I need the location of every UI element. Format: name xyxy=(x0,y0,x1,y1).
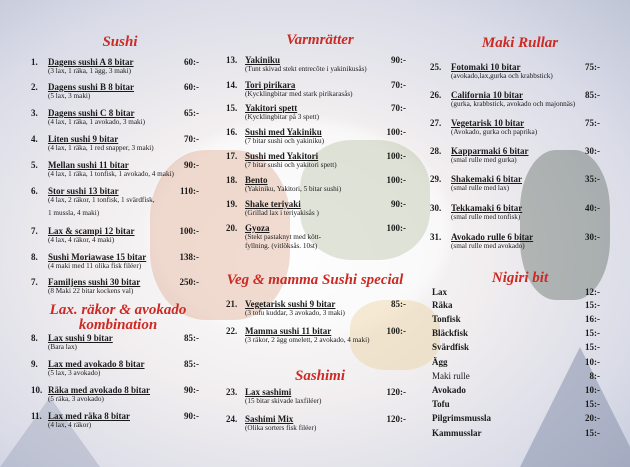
nigiri-item xyxy=(432,371,600,383)
menu-item-price: 120:- xyxy=(386,387,406,397)
menu-item-description: (Stekt pastaknyt med kött- xyxy=(245,233,322,241)
nigiri-item xyxy=(432,399,600,411)
menu-item-number: 2. xyxy=(31,82,38,92)
menu-item-name: Yakiniku xyxy=(245,55,281,65)
menu-item-price: 100:- xyxy=(386,151,406,161)
menu-item xyxy=(31,160,199,184)
nigiri-item-price: 20:- xyxy=(585,413,600,423)
menu-item-price: 70:- xyxy=(184,134,199,144)
nigiri-item-price: 15:- xyxy=(585,342,600,352)
menu-item-number: 21. xyxy=(226,299,238,309)
section-heading-lax-rakor xyxy=(28,303,208,333)
section-heading-sushi: Sushi xyxy=(102,34,138,50)
menu-item xyxy=(31,359,199,383)
section-heading-veg: Veg & mamma Sushi special xyxy=(226,272,404,288)
menu-item-name: Sushi Moriawase 15 bitar xyxy=(48,252,147,262)
menu-item-name: Shake teriyaki xyxy=(245,199,301,209)
nigiri-item xyxy=(432,300,600,312)
menu-item-description: (15 bitar skivade laxfiléer) xyxy=(245,397,322,405)
menu-item xyxy=(31,385,199,409)
menu-item-description: 1 mussla, 4 maki) xyxy=(48,209,100,217)
nigiri-item-price: 8:- xyxy=(589,371,600,381)
menu-item xyxy=(31,226,199,250)
menu-item-price: 60:- xyxy=(184,82,199,92)
menu-item xyxy=(226,387,406,411)
section-heading-nigiri: Nigiri bit xyxy=(491,270,549,286)
menu-item-price: 90:- xyxy=(184,160,199,170)
menu-item-number: 23. xyxy=(226,387,238,397)
nigiri-item-price: 15:- xyxy=(585,399,600,409)
menu-item-number: 15. xyxy=(226,103,238,113)
menu-item-price: 100:- xyxy=(386,127,406,137)
menu-item-description: (gurka, krabbstick, avokado och majonnäs) xyxy=(451,100,576,108)
menu-item-name: Sushi med Yakiniku xyxy=(245,127,322,137)
menu-item-description: (Grillad lax i teriyakisås ) xyxy=(245,209,319,217)
nigiri-item-name: Kammusslar xyxy=(432,428,482,438)
menu-item-price: 85:- xyxy=(391,299,406,309)
nigiri-item-name: Bläckfisk xyxy=(432,328,469,338)
menu-item-name: Tori pirikara xyxy=(245,80,296,90)
menu-item-number: 4. xyxy=(31,134,38,144)
menu-item-number: 20. xyxy=(226,223,238,233)
menu-item-number: 31. xyxy=(430,232,442,242)
menu-item-name: Lax med räka 8 bitar xyxy=(48,411,130,421)
menu-item-description: (4 lax, 4 räkor, 4 maki) xyxy=(48,236,115,244)
section-heading-lax-rakor-line1: Lax. räkor & avokado xyxy=(49,302,187,318)
menu-item-number: 6. xyxy=(31,186,38,196)
menu-item-price: 40:- xyxy=(585,203,600,213)
menu-item xyxy=(430,174,600,198)
menu-item xyxy=(226,414,406,438)
menu-item xyxy=(430,118,600,142)
menu-item-name: California 10 bitar xyxy=(451,90,523,100)
menu-item-name: Avokado rulle 6 bitar xyxy=(451,232,534,242)
nigiri-item xyxy=(432,287,600,299)
nigiri-item-name: Pilgrimsmussla xyxy=(432,413,492,423)
nigiri-item xyxy=(432,428,600,440)
menu-item-name: Lax & scampi 12 bitar xyxy=(48,226,135,236)
menu-item-name: Kapparmaki 6 bitar xyxy=(451,146,529,156)
menu-item xyxy=(226,223,406,250)
menu-item-description: (4 lax, 2 räkor, 1 tonfisk, 1 svärdfisk, xyxy=(48,196,155,204)
menu-item-number: 8. xyxy=(31,333,38,343)
menu-item-name: Lax sushi 9 bitar xyxy=(48,333,113,343)
menu-item-name: Mamma sushi 11 bitar xyxy=(245,326,332,336)
menu-item-description: (4 lax, 1 räka, 1 avokado, 3 maki) xyxy=(48,118,145,126)
menu-item-number: 17. xyxy=(226,151,238,161)
menu-item xyxy=(226,80,406,104)
menu-item-name: Shakemaki 6 bitar xyxy=(451,174,523,184)
menu-item-description: (smal rulle med avokado) xyxy=(451,242,525,250)
menu-item-name: Dagens sushi B 8 bitar xyxy=(48,82,135,92)
nigiri-item-name: Räka xyxy=(432,300,453,310)
menu-item-number: 7. xyxy=(31,226,38,236)
menu-item xyxy=(31,186,199,217)
menu-item-price: 85:- xyxy=(184,359,199,369)
menu-item xyxy=(430,90,600,114)
menu-item-number: 28. xyxy=(430,146,442,156)
menu-item-description: (smal rulle med lax) xyxy=(451,184,510,192)
menu-item-description: (4 maki med 11 olika fisk filéer) xyxy=(48,262,142,270)
menu-item xyxy=(31,82,199,106)
menu-item-price: 100:- xyxy=(386,223,406,233)
section-heading-varmratter: Varmrätter xyxy=(286,32,354,48)
menu-item-description: (3 lax, 1 räka, 1 ägg, 3 maki) xyxy=(48,67,132,75)
menu-item-number: 3. xyxy=(31,108,38,118)
menu-item-name: Mellan sushi 11 bitar xyxy=(48,160,129,170)
nigiri-item-price: 15:- xyxy=(585,300,600,310)
nigiri-item-name: Tonfisk xyxy=(432,314,461,324)
menu-item-price: 70:- xyxy=(391,103,406,113)
menu-item-name: Fotomaki 10 bitar xyxy=(451,62,521,72)
menu-item-price: 70:- xyxy=(391,80,406,90)
menu-item-name: Dagens sushi C 8 bitar xyxy=(48,108,135,118)
nigiri-item-name: Avokado xyxy=(432,385,466,395)
menu-item xyxy=(430,146,600,170)
section-heading-maki: Maki Rullar xyxy=(481,35,559,51)
menu-item-name: Familjens sushi 30 bitar xyxy=(48,277,141,287)
menu-item-number: 18. xyxy=(226,175,238,185)
menu-item-number: 14. xyxy=(226,80,238,90)
menu-item-price: 75:- xyxy=(585,62,600,72)
menu-item xyxy=(226,55,406,79)
menu-item xyxy=(31,57,199,81)
menu-item xyxy=(226,326,406,350)
menu-item-price: 30:- xyxy=(585,146,600,156)
menu-item-description: (4 lax, 1 räka, 1 red snapper, 3 maki) xyxy=(48,144,154,152)
menu-item-price: 100:- xyxy=(386,326,406,336)
nigiri-item-name: Tofu xyxy=(432,399,450,409)
nigiri-item-price: 15:- xyxy=(585,428,600,438)
menu-item-number: 7. xyxy=(31,277,38,287)
nigiri-item-price: 15:- xyxy=(585,328,600,338)
menu-item-price: 35:- xyxy=(585,174,600,184)
section-heading-lax-rakor-line2: kombination xyxy=(78,317,158,333)
menu-item-price: 30:- xyxy=(585,232,600,242)
menu-item-price: 65:- xyxy=(184,108,199,118)
menu-item-price: 90:- xyxy=(184,385,199,395)
menu-item-price: 90:- xyxy=(184,411,199,421)
nigiri-item-price: 10:- xyxy=(585,357,600,367)
nigiri-item-name: Ägg xyxy=(432,357,448,367)
nigiri-item-name: Svärdfisk xyxy=(432,342,470,352)
menu-item-description: (avokado,lax,gurka och krabbstick) xyxy=(451,72,553,80)
nigiri-item-price: 12:- xyxy=(585,287,600,297)
menu-item xyxy=(226,151,406,175)
menu-item-name: Stor sushi 13 bitar xyxy=(48,186,119,196)
menu-item-description: (Kycklingbitar på 3 spett) xyxy=(245,113,320,121)
menu-item xyxy=(430,62,600,86)
menu-item xyxy=(226,299,406,323)
menu-item-description: (8 Maki 22 bitar kockens val) xyxy=(48,287,134,295)
menu-item-description: (Yakiniku, Yakitori, 5 bitar sushi) xyxy=(245,185,342,193)
menu-item-description: fyllning. (vitlöksås. 10st) xyxy=(245,242,318,250)
menu-item xyxy=(31,252,199,276)
menu-item xyxy=(226,127,406,151)
menu-item-name: Sashimi Mix xyxy=(245,414,294,424)
menu-item-price: 100:- xyxy=(386,175,406,185)
menu-item-number: 29. xyxy=(430,174,442,184)
menu-item-price: 85:- xyxy=(585,90,600,100)
nigiri-item xyxy=(432,385,600,397)
menu-item-number: 25. xyxy=(430,62,442,72)
menu-item-number: 13. xyxy=(226,55,238,65)
menu-item-price: 120:- xyxy=(386,414,406,424)
menu-item xyxy=(31,333,199,357)
menu-item-number: 19. xyxy=(226,199,238,209)
menu-item xyxy=(31,134,199,158)
nigiri-item xyxy=(432,413,600,425)
nigiri-item xyxy=(432,328,600,340)
nigiri-item-price: 16:- xyxy=(585,314,600,324)
menu-item-price: 138:- xyxy=(179,252,199,262)
menu-item-name: Liten sushi 9 bitar xyxy=(48,134,119,144)
menu-item-price: 90:- xyxy=(391,55,406,65)
nigiri-item-name: Lax xyxy=(432,287,448,297)
nigiri-item-name: Maki rulle xyxy=(432,371,470,381)
menu-item-description: (Kycklingbitar med stark pirikarasås) xyxy=(245,90,353,98)
nigiri-item-price: 10:- xyxy=(585,385,600,395)
menu-item xyxy=(430,232,600,256)
nigiri-item xyxy=(432,357,600,369)
menu-item-number: 30. xyxy=(430,203,442,213)
menu-item-description: (3 tofu kuddar, 3 avokado, 3 maki) xyxy=(245,309,345,317)
menu-item-number: 10. xyxy=(31,385,43,395)
menu-item-name: Dagens sushi A 8 bitar xyxy=(48,57,134,67)
menu-item-description: (7 bitar sushi och yakitori spett) xyxy=(245,161,337,169)
menu-item-description: (smal rulle med gurka) xyxy=(451,156,517,164)
menu-item-name: Lax med avokado 8 bitar xyxy=(48,359,145,369)
menu-item xyxy=(226,103,406,127)
menu-item-name: Vegetarisk 10 bitar xyxy=(451,118,525,128)
menu-item-name: Yakitori spett xyxy=(245,103,298,113)
menu-item-name: Tekkamaki 6 bitar xyxy=(451,203,523,213)
menu-item-description: (Avokado, gurka och paprika) xyxy=(451,128,538,136)
menu-item-number: 22. xyxy=(226,326,238,336)
menu-item-description: (5 lax, 3 avokado) xyxy=(48,369,101,377)
menu-item-description: (4 lax, 4 räkor) xyxy=(48,421,92,429)
menu-item xyxy=(226,175,406,199)
menu-item-price: 75:- xyxy=(585,118,600,128)
menu-item-number: 24. xyxy=(226,414,238,424)
menu-item xyxy=(31,108,199,132)
menu-item-number: 11. xyxy=(31,411,42,421)
menu-item xyxy=(31,277,199,301)
menu-item-description: (Bara lax) xyxy=(48,343,77,351)
menu-item-number: 5. xyxy=(31,160,38,170)
menu-item-description: (5 lax, 3 maki) xyxy=(48,92,91,100)
menu-item xyxy=(31,411,199,435)
menu-item-description: (4 lax, 1 räka, 1 tonfisk, 1 avokado, 4 maki) xyxy=(48,170,174,178)
menu-item-number: 8. xyxy=(31,252,38,262)
menu-item-number: 27. xyxy=(430,118,442,128)
menu-item-number: 1. xyxy=(31,57,38,67)
menu-item-description: (3 räkor, 2 ägg omelett, 2 avokado, 4 maki) xyxy=(245,336,370,344)
menu-item-description: (Tunt skivad stekt entrecôte i yakinikusås) xyxy=(245,65,367,73)
menu-item-price: 250:- xyxy=(179,277,199,287)
menu-item-price: 90:- xyxy=(391,199,406,209)
menu-item-name: Lax sashimi xyxy=(245,387,292,397)
nigiri-item xyxy=(432,314,600,326)
menu-item-price: 100:- xyxy=(179,226,199,236)
menu-item-description: (7 bitar sushi och yakiniku) xyxy=(245,137,325,145)
menu-item-price: 85:- xyxy=(184,333,199,343)
menu-item-price: 110:- xyxy=(180,186,199,196)
menu-item-description: (Olika sorters fisk filéer) xyxy=(245,424,317,432)
menu-item-name: Vegetarisk sushi 9 bitar xyxy=(245,299,336,309)
menu-item xyxy=(430,203,600,227)
menu-item-price: 60:- xyxy=(184,57,199,67)
menu-item-description: (5 räka, 3 avokado) xyxy=(48,395,104,403)
menu-item-number: 26. xyxy=(430,90,442,100)
menu-item-name: Bento xyxy=(245,175,268,185)
menu-item-description: (smal rulle med tonfisk) xyxy=(451,213,521,221)
menu-item-number: 9. xyxy=(31,359,38,369)
menu-item-number: 16. xyxy=(226,127,238,137)
menu-item-name: Sushi med Yakitori xyxy=(245,151,319,161)
menu-item xyxy=(226,199,406,223)
menu-item-name: Gyoza xyxy=(245,223,270,233)
nigiri-item xyxy=(432,342,600,354)
menu-item-name: Räka med avokado 8 bitar xyxy=(48,385,151,395)
section-heading-sashimi: Sashimi xyxy=(294,368,346,384)
